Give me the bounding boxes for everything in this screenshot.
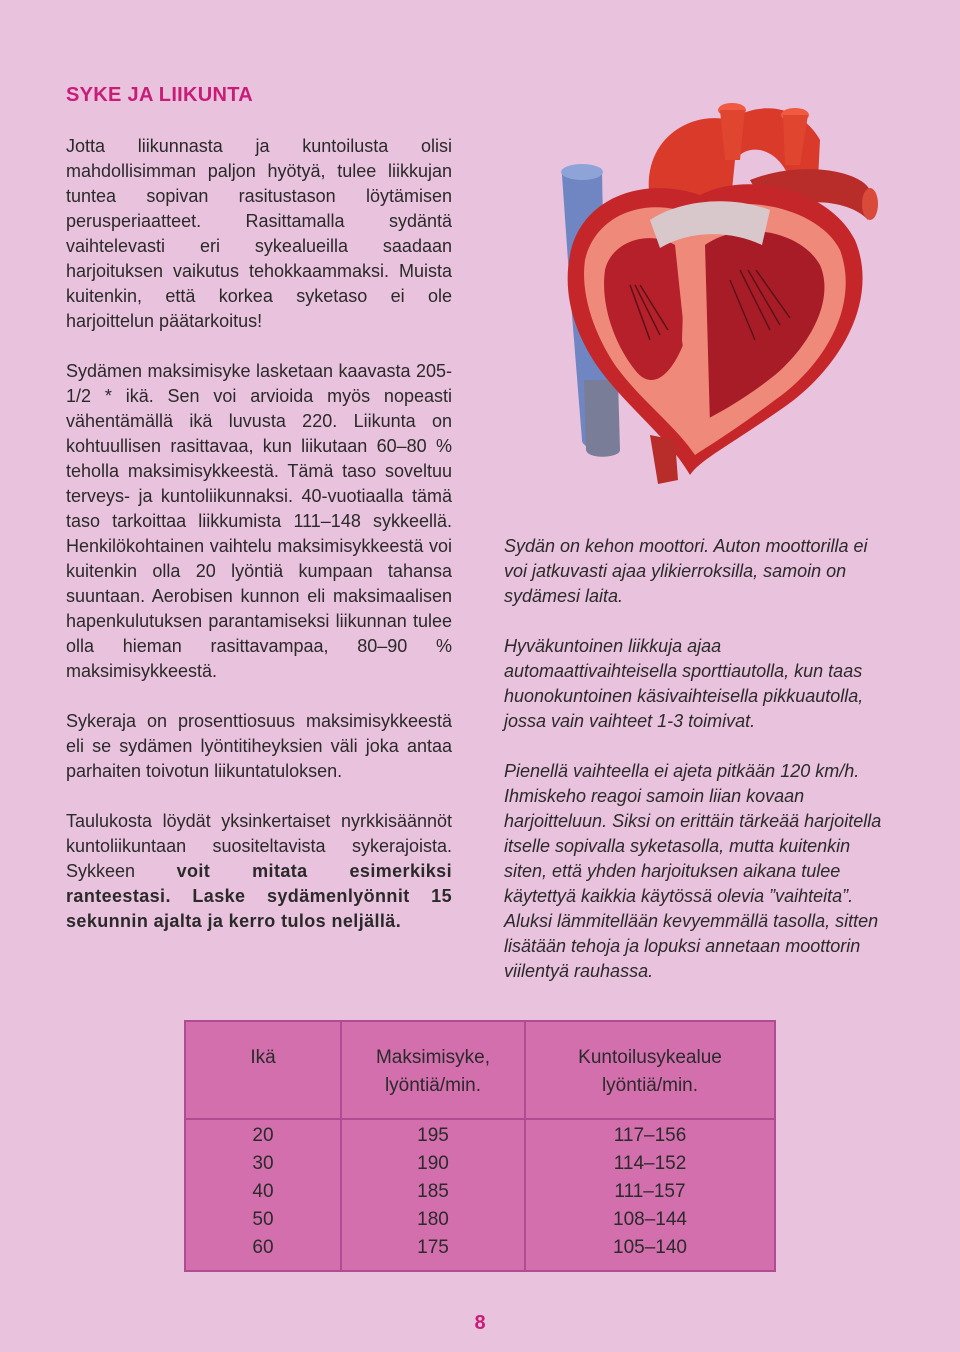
paragraph-heart-rate-limit: Sykeraja on prosenttiosuus maksimisykkeestä eli se sydämen lyöntitiheyksien väli joka antaa parhaiten toivotun liikuntatuloksen. [66,711,452,781]
cell-age: 20 [252,1125,274,1146]
header-max-line2: lyöntiä/min. [384,1075,482,1096]
cell-max: 190 [417,1153,449,1174]
table-row [186,1122,774,1150]
header-zone-line1: Kuntoilusykealue [578,1047,722,1068]
paragraph-measure-bold: voit mitata esimerkiksi ranteestasi. Laske sydämenlyönnit 15 sekunnin ajalta ja kerro tulos neljällä. [66,861,452,931]
cell-age: 60 [252,1237,274,1258]
header-max-heart-rate [342,1044,524,1100]
page-title: SYKE JA LIIKUNTA [66,84,254,106]
header-age: Ikä [250,1047,276,1068]
table-row [186,1234,774,1262]
cell-max: 175 [417,1237,449,1258]
paragraph-gears: Pienellä vaihteella ei ajeta pitkään 120 km/h. Ihmiskeho reagoi samoin liian kovaan harjoitteluun. Siksi on erittäin tärkeää harjoitella itselle sopivalla syketasolla, mutta kuitenkin siten, että yhden harjoituksen aikana tulee käytettyä kaikkia käytössä olevia ”vaihteita”. Aluksi lämmitellään kevyemmällä tasolla, sitten lisätään tehoja ja lopuksi annetaan moottorin viilentyä rauhassa. [504,761,882,981]
table-row [186,1150,774,1178]
page-number: 8 [474,1312,486,1334]
header-max-line1: Maksimisyke, [375,1047,490,1068]
cell-age: 30 [252,1153,274,1174]
cell-zone: 117–156 [613,1125,687,1146]
paragraph-max-heart-rate: Sydämen maksimisyke lasketaan kaavasta 205-1/2 * ikä. Sen voi arvioida myös nopeasti vähentämällä ikä luvusta 220. Liikunta on kohtuullisen rasittavaa, kun liikutaan 60–80 % teholla maksimisykkeestä. Tämä taso soveltuu terveys- ja kuntoliikunnaksi. 40-vuotiaalla tämä taso tarkoittaa liikkumista 111–148 sykkeellä. Henkilökohtainen vaihtelu maksimisykkeestä voi kuitenkin olla 20 lyöntiä kumpaan tahansa suuntaan. Aerobisen kunnon eli maksimaalisen hapenkulutuksen parantamiseksi liikunnan tulee olla hieman rasittavampaa, 80–90 % maksimisykkeestä. [66,361,452,681]
heart-rate-table [184,1020,776,1272]
table-row [186,1178,774,1206]
cell-age: 40 [252,1181,274,1202]
cell-zone: 111–157 [614,1181,686,1202]
paragraph-intro: Jotta liikunnasta ja kuntoilusta olisi mahdollisimman paljon hyötyä, tulee liikkujan tuntea sopivan rasitustason löytämisen perusperiaatteet. Rasittamalla sydäntä vaihtelevasti eri sykealueilla saadaan harjoituksen vaikutus tehokkaammaksi. Muista kuitenkin, että korkea syketaso ei ole harjoittelun päätarkoitus! [66,136,452,331]
cell-age: 50 [252,1209,274,1230]
paragraph-measure [66,809,452,934]
table-divider [186,1118,774,1120]
table-row [186,1206,774,1234]
paragraph-engine: Sydän on kehon moottori. Auton moottorilla ei voi jatkuvasti ajaa ylikierroksilla, samoin on sydämesi laita. [504,536,868,606]
cell-zone: 114–152 [613,1153,687,1174]
heart-cross-section-icon [500,80,920,520]
header-exercise-zone [526,1044,774,1100]
header-zone-line2: lyöntiä/min. [601,1075,699,1096]
paragraph-measure-normal: Taulukosta löydät yksinkertaiset nyrkkisäännöt kuntoliikuntaan suositeltavista sykerajoista. Sykkeen [66,811,452,881]
cell-max: 195 [417,1125,449,1146]
left-column [66,134,452,959]
right-column [504,534,894,1009]
cell-max: 185 [417,1181,449,1202]
cell-zone: 105–140 [613,1237,687,1258]
cell-zone: 108–144 [613,1209,687,1230]
paragraph-fit-mover: Hyväkuntoinen liikkuja ajaa automaattivaihteisella sporttiautolla, kun taas huonokuntoinen käsivaihteisella pikkuautolla, jossa vain vaihteet 1-3 toimivat. [504,636,864,731]
cell-max: 180 [417,1209,449,1230]
